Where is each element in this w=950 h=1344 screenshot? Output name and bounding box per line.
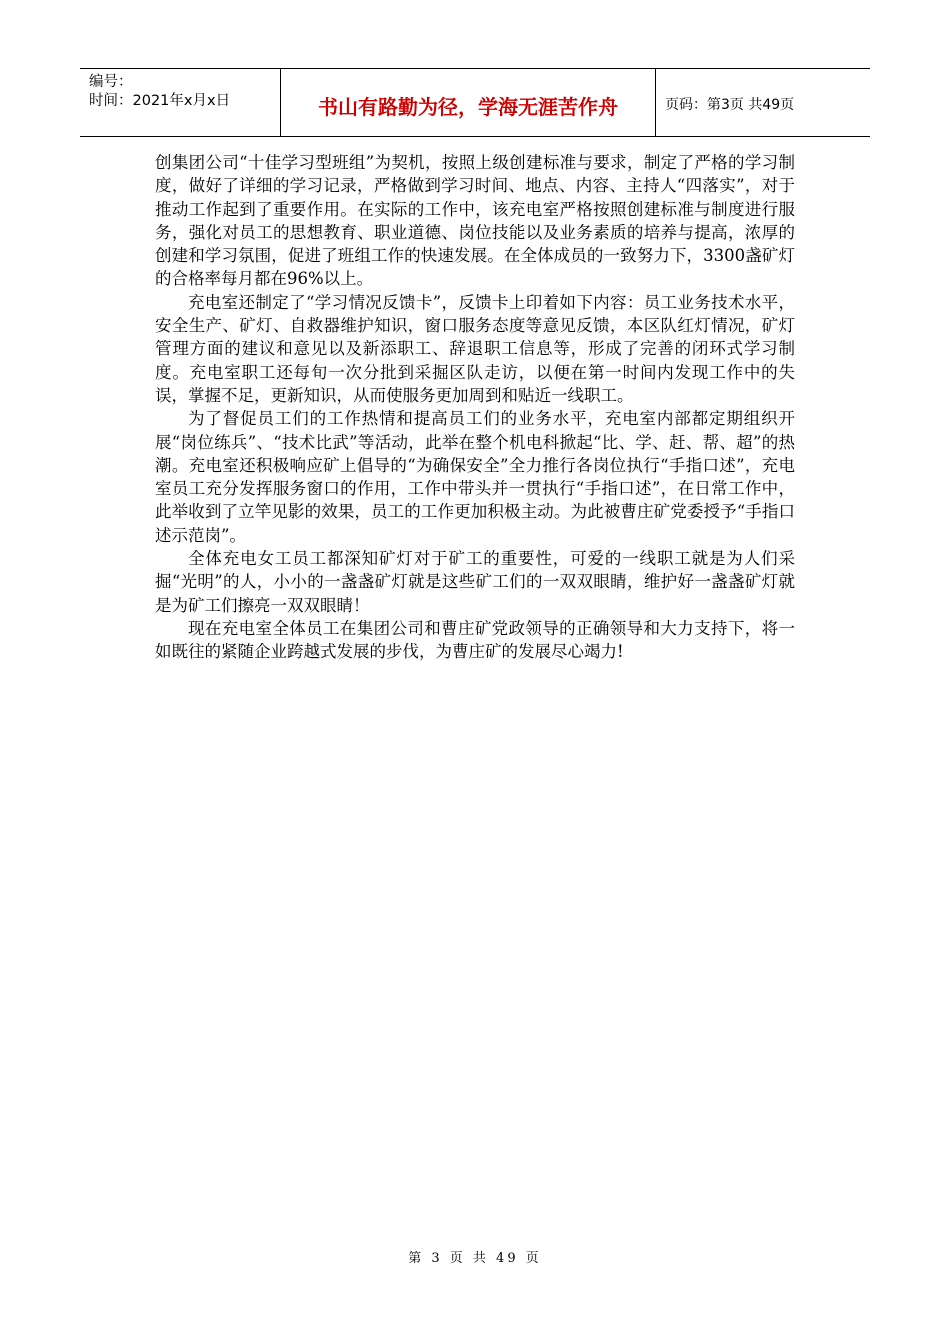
paragraph: 充电室还制定了“学习情况反馈卡”，反馈卡上印着如下内容：员工业务技术水平，安全生产、矿灯、自救器维护知识，窗口服务态度等意见反馈，本区队红灯情况，矿灯管理方面的建议和意见以及新添职工、辞退职工信息等，形成了完善的闭环式学习制度。充电室职工还每旬一次分批到采掘区队走访，以便在第一时间内发现工作中的失误，掌握不足，更新知识，从而使服务更加周到和贴近一线职工。 [155,292,795,405]
header-meta [80,69,281,136]
paragraph: 现在充电室全体员工在集团公司和曹庄矿党政领导的正确领导和大力支持下，将一如既往的紧随企业跨越式发展的步伐，为曹庄矿的发展尽心竭力! [155,618,795,662]
page-footer: 第 3 页 共 49 页 [408,1251,542,1266]
header-motto: 书山有路勤为径，学海无涯苦作舟 [281,69,656,136]
document-time-label: 时间：2021年x月x日 [89,93,231,109]
document-number-label: 编号： [89,74,133,90]
page-header [80,68,870,137]
header-page-info: 页码：第3页 共49页 [665,96,795,113]
document-body [155,151,795,664]
paragraph: 创集团公司“十佳学习型班组”为契机，按照上级创建标准与要求，制定了严格的学习制度，做好了详细的学习记录，严格做到学习时间、地点、内容、主持人“四落实”，对于推动工作起到了重要作用。在实际的工作中，该充电室严格按照创建标准与制度进行服务，强化对员工的思想教育、职业道德、岗位技能以及业务素质的培养与提高，浓厚的创建和学习氛围，促进了班组工作的快速发展。在全体成员的一致努力下，3300盏矿灯的合格率每月都在96%以上。 [155,153,795,289]
paragraph: 全体充电女工员工都深知矿灯对于矿工的重要性，可爱的一线职工就是为人们采掘“光明”的人，小小的一盏盏矿灯就是这些矿工们的一双双眼睛，维护好一盏盏矿灯就是为矿工们擦亮一双双眼睛！ [155,549,795,615]
paragraph: 为了督促员工们的工作热情和提高员工们的业务水平，充电室内部都定期组织开展“岗位练兵”、“技术比武”等活动，此举在整个机电科掀起“比、学、赶、帮、超”的热潮。充电室还积极响应矿上倡导的“为确保安全”全力推行各岗位执行“手指口述”，充电室员工充分发挥服务窗口的作用，工作中带头并一贯执行“手指口述”，在日常工作中，此举收到了立竿见影的效果，员工的工作更加积极主动。为此被曹庄矿党委授予“手指口述示范岗”。 [155,409,795,545]
